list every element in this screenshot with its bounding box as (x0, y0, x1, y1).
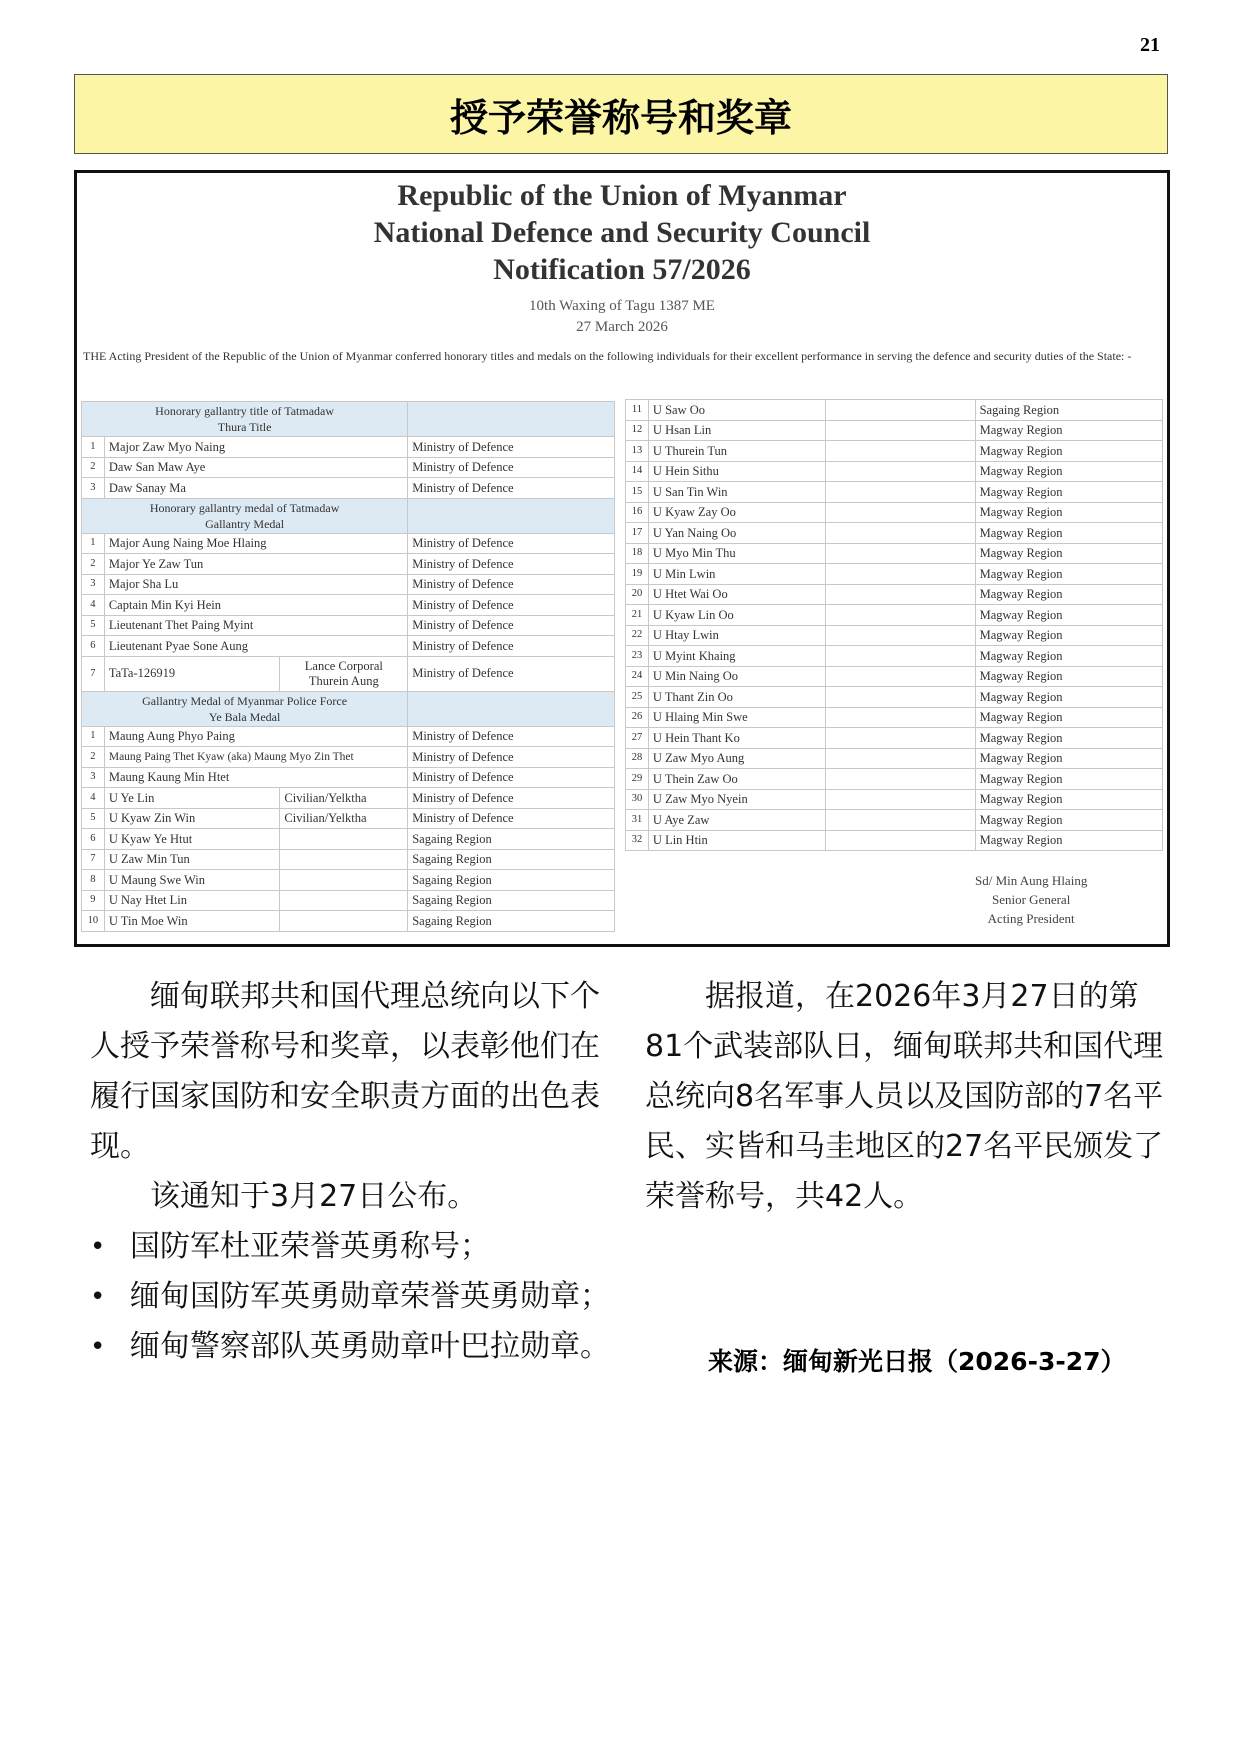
table-row: 32 U Lin Htin Magway Region (626, 830, 1163, 851)
page-title: 授予荣誉称号和奖章 (74, 74, 1168, 154)
section-header (82, 691, 615, 726)
source-note: 来源：缅甸新光日报（2026-3-27） (708, 1347, 1126, 1376)
table-row: 17 U Yan Naing Oo Magway Region (626, 523, 1163, 544)
table-row: 6 Lieutenant Pyae Sone Aung Ministry of Defence (82, 636, 615, 657)
table-row: 4 Captain Min Kyi Hein Ministry of Defence (82, 595, 615, 616)
signature-block (975, 871, 1087, 928)
table-row: 7 U Zaw Min Tun Sagaing Region (82, 849, 615, 870)
awards-table-right (625, 399, 1163, 851)
notification-date-myanmar: 10th Waxing of Tagu 1387 ME (529, 298, 715, 314)
table-row: 22 U Htay Lwin Magway Region (626, 625, 1163, 646)
table-row: 9 U Nay Htet Lin Sagaing Region (82, 890, 615, 911)
notification-heading-2: National Defence and Security Council (373, 216, 871, 249)
table-row: 15 U San Tin Win Magway Region (626, 482, 1163, 503)
table-row: 2 Daw San Maw Aye Ministry of Defence (82, 457, 615, 478)
table-row: 11 U Saw Oo Sagaing Region (626, 400, 1163, 421)
table-row: 3 Daw Sanay Ma Ministry of Defence (82, 478, 615, 499)
notification-heading-1: Republic of the Union of Myanmar (397, 179, 847, 212)
name: Thurein Aung (308, 673, 379, 688)
table-row: 3 Major Sha Lu Ministry of Defence (82, 574, 615, 595)
section-header (82, 498, 615, 533)
section-title: Gallantry Medal of Myanmar Police Force (142, 693, 348, 708)
article-left-column (90, 972, 610, 1372)
table-row: 30 U Zaw Myo Nyein Magway Region (626, 789, 1163, 810)
section-title: Honorary gallantry title of Tatmadaw (155, 404, 335, 418)
table-row: 4 U Ye Lin Civilian/Yelktha Ministry of Defence (82, 788, 615, 809)
table-row: 7 TaTa-126919 Lance Corporal Thurein Aung Ministry of Defence (82, 656, 615, 691)
signature-title: Acting President (987, 911, 1075, 926)
table-row: 1 Major Zaw Myo Naing Ministry of Defence (82, 437, 615, 458)
section-header (82, 402, 615, 437)
award-list (90, 1222, 610, 1372)
table-row: 18 U Myo Min Thu Magway Region (626, 543, 1163, 564)
table-row: 14 U Hein Sithu Magway Region (626, 461, 1163, 482)
table-row: 5 Lieutenant Thet Paing Myint Ministry of Defence (82, 615, 615, 636)
table-row: 1 Maung Aung Phyo Paing Ministry of Defence (82, 726, 615, 747)
notification-intro: THE Acting President of the Republic of the Union of Myanmar conferred honorary titles and medals on the following individuals for their excellent performance in serving the defence and security duties of the State: - (83, 349, 1132, 363)
table-row: 26 U Hlaing Min Swe Magway Region (626, 707, 1163, 728)
table-row: 16 U Kyaw Zay Oo Magway Region (626, 502, 1163, 523)
article-paragraph: 据报道，在2026年3月27日的第81个武装部队日，缅甸联邦共和国代理总统向8名军事人员以及国防部的7名平民、实皆和马圭地区的27名平民颁发了荣誉称号，共42人。 (645, 979, 1164, 1214)
table-row: 12 U Hsan Lin Magway Region (626, 420, 1163, 441)
article-paragraph: 该通知于3月27日公布。 (150, 1179, 478, 1214)
notification-heading-3: Notification 57/2026 (493, 253, 751, 286)
list-item: • 缅甸国防军英勇勋章荣誉英勇勋章； (90, 1272, 610, 1322)
table-row: 20 U Htet Wai Oo Magway Region (626, 584, 1163, 605)
notification-date: 27 March 2026 (576, 319, 668, 335)
table-row: 29 U Thein Zaw Oo Magway Region (626, 769, 1163, 790)
section-subtitle: Ye Bala Medal (208, 709, 281, 724)
section-subtitle: Gallantry Medal (205, 516, 285, 531)
notification-image (74, 170, 1170, 947)
table-row: 8 U Maung Swe Win Sagaing Region (82, 870, 615, 891)
table-row: 21 U Kyaw Lin Oo Magway Region (626, 605, 1163, 626)
table-row: 23 U Myint Khaing Magway Region (626, 646, 1163, 667)
table-row: 31 U Aye Zaw Magway Region (626, 810, 1163, 831)
table-row: 3 Maung Kaung Min Htet Ministry of Defence (82, 767, 615, 788)
table-row: 28 U Zaw Myo Aung Magway Region (626, 748, 1163, 769)
table-row: 2 Maung Paing Thet Kyaw (aka) Maung Myo Zin Thet Ministry of Defence (82, 747, 615, 768)
table-row: 5 U Kyaw Zin Win Civilian/Yelktha Ministry of Defence (82, 808, 615, 829)
signature-name: Sd/ Min Aung Hlaing (975, 873, 1088, 888)
table-row: 25 U Thant Zin Oo Magway Region (626, 687, 1163, 708)
section-title: Honorary gallantry medal of Tatmadaw (149, 500, 340, 515)
awards-table-left (81, 401, 615, 932)
list-item: • 国防军杜亚荣誉英勇称号； (90, 1222, 610, 1272)
article-paragraph: 缅甸联邦共和国代理总统向以下个人授予荣誉称号和奖章，以表彰他们在履行国家国防和安全职责方面的出色表现。 (90, 979, 600, 1164)
rank: Lance Corporal (304, 658, 383, 673)
table-row: 1 Major Aung Naing Moe Hlaing Ministry of Defence (82, 533, 615, 554)
article-right-column (645, 972, 1165, 1222)
table-row: 24 U Min Naing Oo Magway Region (626, 666, 1163, 687)
signature-rank: Senior General (991, 892, 1071, 907)
table-row: 13 U Thurein Tun Magway Region (626, 441, 1163, 462)
table-row: 10 U Tin Moe Win Sagaing Region (82, 911, 615, 932)
section-subtitle: Thura Title (217, 420, 272, 434)
table-row: 6 U Kyaw Ye Htut Sagaing Region (82, 829, 615, 850)
table-row: 27 U Hein Thant Ko Magway Region (626, 728, 1163, 749)
table-row: 19 U Min Lwin Magway Region (626, 564, 1163, 585)
table-row: 2 Major Ye Zaw Tun Ministry of Defence (82, 554, 615, 575)
list-item: • 缅甸警察部队英勇勋章叶巴拉勋章。 (90, 1322, 610, 1372)
page-number: 21 (1140, 34, 1160, 56)
